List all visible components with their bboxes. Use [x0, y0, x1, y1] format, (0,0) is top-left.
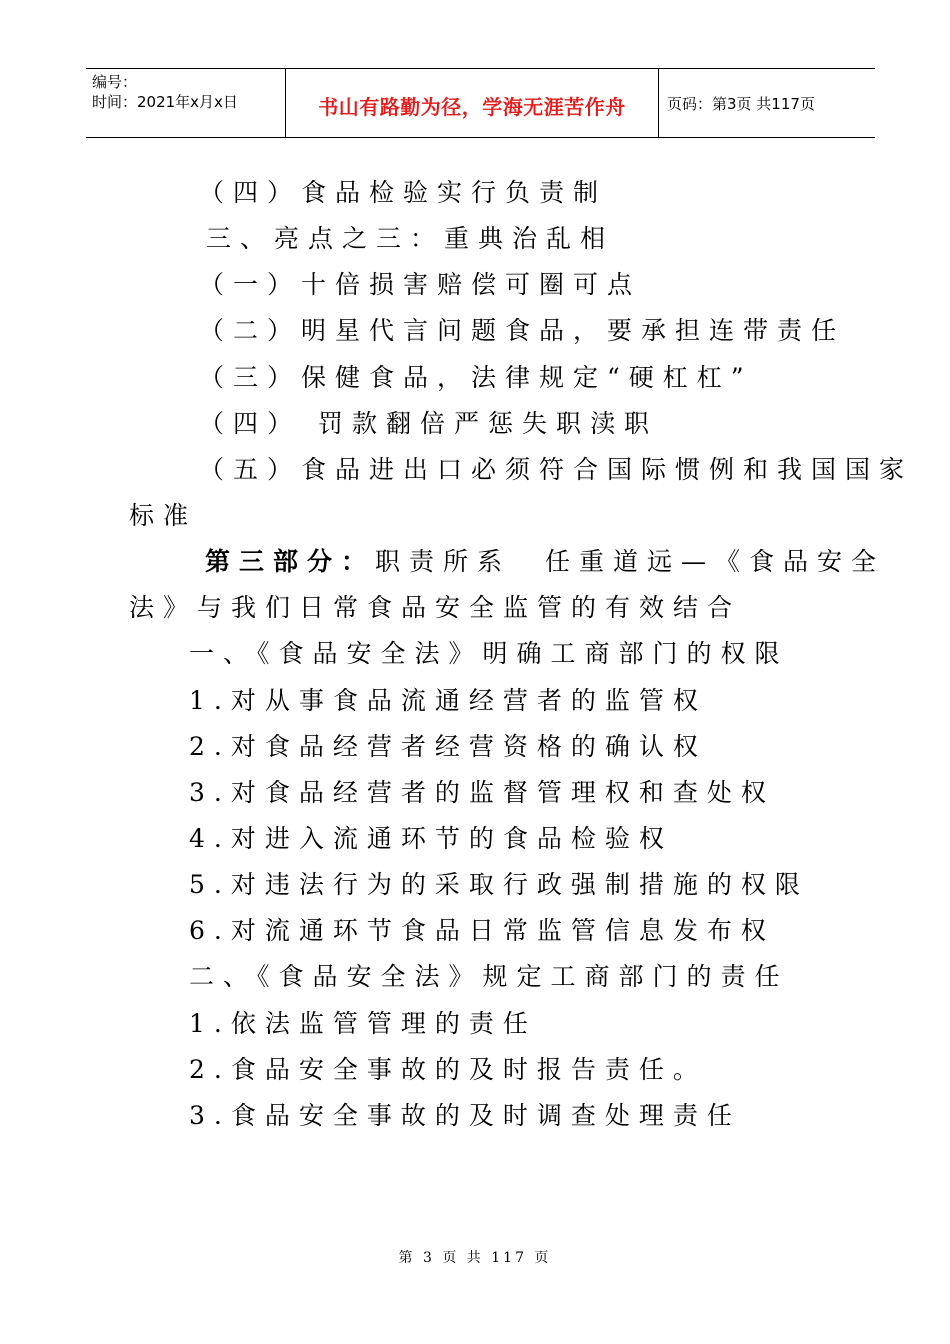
- list-item: 4.对进入流通环节的食品检验权: [189, 824, 673, 853]
- part-heading-title: 职责所系 任重道远—《食品安全: [375, 547, 886, 576]
- text-line: 标准: [129, 501, 198, 530]
- part-heading: [205, 547, 885, 577]
- header-meta-cell: [86, 69, 286, 137]
- number-label: 编号：: [92, 73, 138, 91]
- time-label: 时间：2021年x月x日: [92, 93, 238, 111]
- text-line: （一）十倍损害赔偿可圈可点: [199, 270, 642, 299]
- section-heading: 一、《食品安全法》明确工商部门的权限: [189, 639, 789, 668]
- section-heading: 三、亮点之三：重典治乱相: [206, 224, 615, 253]
- document-header: [86, 68, 875, 138]
- list-item: 6.对流通环节食品日常监管信息发布权: [189, 916, 775, 945]
- page-footer: 第 3 页 共 117 页: [398, 1250, 552, 1266]
- header-motto-cell: [286, 69, 659, 137]
- text-line: （三）保健食品，法律规定“硬杠杠”: [199, 363, 753, 392]
- list-item: 3.对食品经营者的监督管理权和查处权: [189, 778, 775, 807]
- section-heading: 二、《食品安全法》规定工商部门的责任: [189, 962, 789, 991]
- list-item: 2.对食品经营者经营资格的确认权: [189, 732, 707, 761]
- text-line: （四）食品检验实行负责制: [199, 178, 608, 207]
- header-page-info: 页码：第3页 共117页: [667, 95, 815, 113]
- part-heading-label: 第三部分：: [205, 547, 376, 576]
- text-line: 法》与我们日常食品安全监管的有效结合: [129, 593, 742, 622]
- list-item: 1.对从事食品流通经营者的监管权: [189, 686, 707, 715]
- list-item: 2.食品安全事故的及时报告责任。: [189, 1055, 707, 1084]
- header-motto: 书山有路勤为径，学海无涯苦作舟: [318, 95, 626, 119]
- list-item: 5.对违法行为的采取行政强制措施的权限: [189, 870, 809, 899]
- header-page-cell: [659, 69, 875, 137]
- list-item: 1.依法监管管理的责任: [189, 1009, 537, 1038]
- list-item: 3.食品安全事故的及时调查处理责任: [189, 1101, 741, 1130]
- text-line: （四） 罚款翻倍严惩失职渎职: [199, 409, 658, 438]
- text-line: （五）食品进出口必须符合国际惯例和我国国家: [199, 455, 914, 484]
- text-line: （二）明星代言问题食品，要承担连带责任: [199, 316, 846, 345]
